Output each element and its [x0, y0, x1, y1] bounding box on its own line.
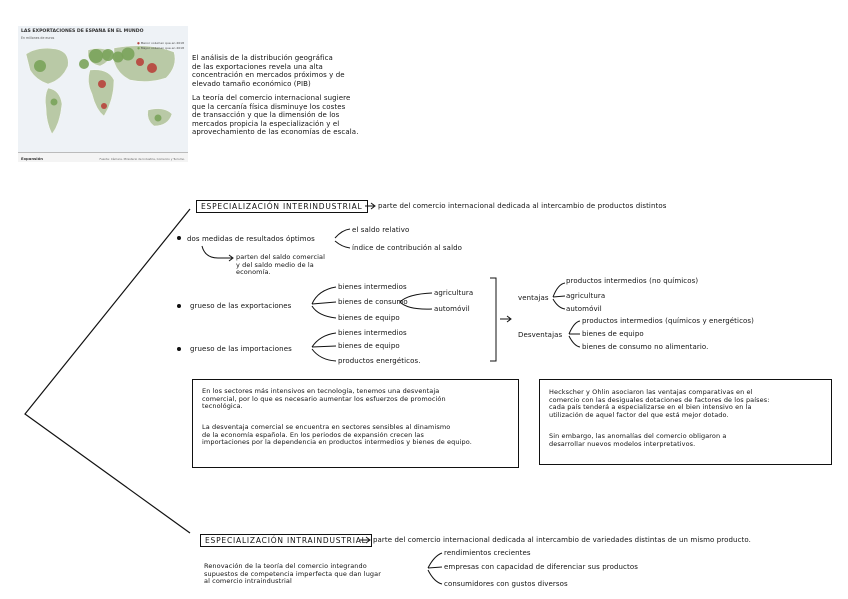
heckscher-ohlin-box — [539, 379, 832, 465]
import-item: bienes intermedios — [338, 329, 407, 337]
map-legend-green: ● Mayor volumen que en 2018 — [137, 46, 184, 50]
world-map-graphic — [18, 40, 188, 152]
box-right-paragraph-1: Heckscher y Ohlin asociaron las ventajas comparativas en el comercio con las desiguales dotaciones de factores de los países: cada país tenderá a especializarse en el bien intensivo en la utilización de aquel factor del que está mejor dotado. — [549, 388, 770, 419]
export-item: bienes de consumo — [338, 298, 408, 306]
map-source: Fuente: Cámara. Ministerio de Industria, Comercio y Turismo. — [99, 156, 185, 161]
ventaja-item: automóvil — [566, 305, 602, 313]
desventaja-item: productos intermedios (químicos y energéticos) — [582, 317, 754, 325]
section2-item: rendimientos crecientes — [444, 549, 531, 557]
import-item: bienes de equipo — [338, 342, 400, 350]
box-right-paragraph-2: Sin embargo, las anomalías del comercio obligaron a desarrollar nuevos modelos interpretativos. — [549, 432, 727, 448]
section2-note: Renovación de la teoría del comercio integrando supuestos de competencia imperfecta que dan lugar al comercio intraindustrial — [204, 562, 382, 585]
section2-definition: parte del comercio internacional dedicada al intercambio de variedades distintas de un mismo producto. — [373, 536, 751, 544]
desventaja-item: bienes de consumo no alimentario. — [582, 343, 709, 351]
map-legend-red: ● Menor volumen que en 2018 — [137, 41, 184, 45]
ventaja-item: productos intermedios (no químicos) — [566, 277, 699, 285]
section1-definition: parte del comercio internacional dedicada al intercambio de productos distintos — [378, 202, 667, 210]
desventaja-item: bienes de equipo — [582, 330, 644, 338]
export-subitem: automóvil — [434, 305, 470, 313]
import-item: productos energéticos. — [338, 357, 421, 365]
export-item: bienes de equipo — [338, 314, 400, 322]
intro-paragraph-2: La teoría del comercio internacional sugiere que la cercanía física disminuye los costes de transacción y que la dimensión de los mercados propicia la especialización y el aprovechamiento de las economías de escala. — [192, 94, 359, 136]
map-brand: Expansión — [21, 156, 43, 161]
bullet-dot — [177, 347, 181, 351]
map-subtitle: En millones de euros — [21, 36, 55, 40]
imports-label: grueso de las importaciones — [190, 345, 292, 353]
exports-world-map — [18, 26, 188, 162]
ventajas-label: ventajas — [518, 294, 549, 302]
bullet-dot — [177, 304, 181, 308]
map-footer — [18, 152, 188, 162]
measures-label: dos medidas de resultados óptimos — [187, 235, 315, 243]
measure-item: índice de contribución al saldo — [352, 244, 463, 252]
bullet-dot — [177, 236, 181, 240]
box-left-paragraph-2: La desventaja comercial se encuentra en sectores sensibles al dinamismo de la economía española. En los periodos de expansión crecen las importaciones por la dependencia en productos intermedios y bienes de equipo. — [202, 423, 472, 446]
section2-title: ESPECIALIZACIÓN INTRAINDUSTRIAL — [200, 534, 372, 547]
section2-item: empresas con capacidad de diferenciar sus productos — [444, 563, 638, 571]
exports-label: grueso de las exportaciones — [190, 302, 292, 310]
ventaja-item: agricultura — [566, 292, 606, 300]
measures-note: parten del saldo comercial y del saldo medio de la economía. — [236, 253, 326, 276]
intro-paragraph-1: El análisis de la distribución geográfica de las exportaciones revela una alta concentración en mercados próximos y de elevado tamaño económico (PIB) — [192, 54, 345, 88]
box-left-paragraph-1: En los sectores más intensivos en tecnología, tenemos una desventaja comercial, por lo que es necesario aumentar los esfuerzos de promoción tecnológica. — [202, 387, 446, 410]
measure-item: el saldo relativo — [352, 226, 410, 234]
desventajas-label: Desventajas — [518, 331, 563, 339]
export-item: bienes intermedios — [338, 283, 407, 291]
export-subitem: agricultura — [434, 289, 474, 297]
section2-item: consumidores con gustos diversos — [444, 580, 568, 588]
map-title: LAS EXPORTACIONES DE ESPAÑA EN EL MUNDO — [21, 29, 144, 34]
tech-disadvantage-box — [192, 379, 519, 468]
section1-title: ESPECIALIZACIÓN INTERINDUSTRIAL — [196, 200, 368, 213]
